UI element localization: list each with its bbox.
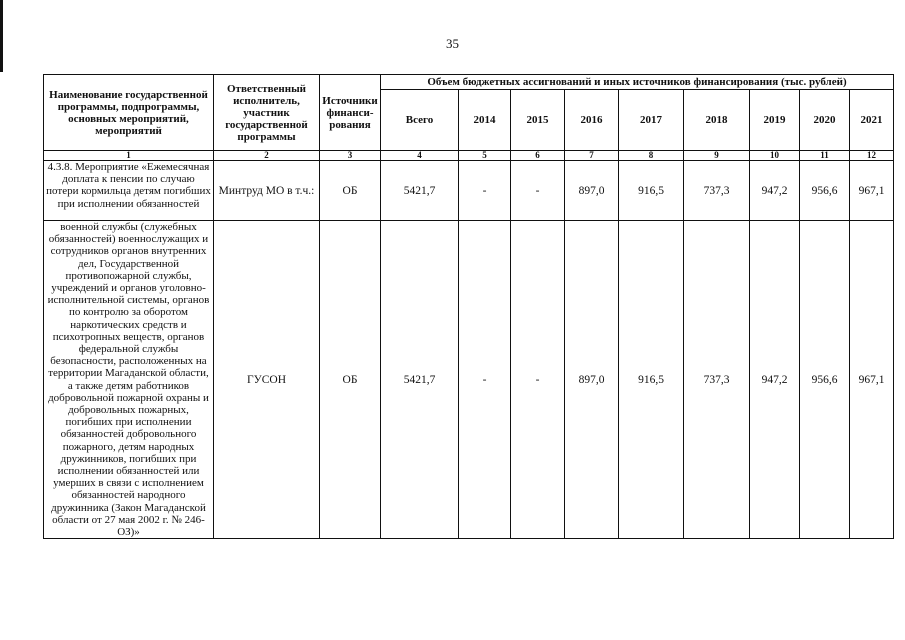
total-cell: 5421,7 [381,161,459,221]
executor-cell: Минтруд МО в т.ч.: [214,161,320,221]
header-year: 2014 [459,90,511,151]
header-volume-group: Объем бюджетных ассигнований и иных источников финансирования (тыс. рублей) [381,75,894,90]
value-cell: 737,3 [684,161,750,221]
value-cell: 737,3 [684,221,750,539]
table-row [44,161,894,221]
total-cell: 5421,7 [381,221,459,539]
activity-description-part1: 4.3.8. Мероприятие «Ежемесячная доплата к пенсии по случаю потери кормильца детям погибших при исполнении обязанностей [44,161,214,221]
value-cell: 916,5 [619,161,684,221]
source-cell: ОБ [320,221,381,539]
page-number: 35 [446,36,459,51]
header-year: 2021 [850,90,894,151]
value-cell: 967,1 [850,161,894,221]
value-cell: 897,0 [565,161,619,221]
column-number: 9 [684,151,750,161]
table-row [44,221,894,539]
executor-cell: ГУСОН [214,221,320,539]
value-cell: - [511,161,565,221]
value-cell: 897,0 [565,221,619,539]
value-cell: 956,6 [800,161,850,221]
header-total: Всего [381,90,459,151]
header-year: 2018 [684,90,750,151]
column-number: 4 [381,151,459,161]
value-cell: - [511,221,565,539]
column-number: 2 [214,151,320,161]
value-cell: - [459,161,511,221]
value-cell: - [459,221,511,539]
header-source: Источники финанси-рования [320,75,381,151]
column-number: 1 [44,151,214,161]
value-cell: 947,2 [750,221,800,539]
value-cell: 956,6 [800,221,850,539]
column-number: 8 [619,151,684,161]
column-number: 5 [459,151,511,161]
column-number: 12 [850,151,894,161]
header-year: 2019 [750,90,800,151]
column-number: 7 [565,151,619,161]
value-cell: 947,2 [750,161,800,221]
activity-description-part2: военной службы (служебных обязанностей) военнослужащих и сотрудников органов внутренних дел, Государственной противопожарной службы, учреждений и органов уголовно-исполнительной системы, органов по контролю за оборотом наркотических средств и психотропных веществ, органов федеральной службы безопасности, расположенных на территории Магаданской области, а также детям работников добровольной пожарной охраны и добровольных пожарных, погибших при исполнении обязанностей добровольного пожарного, детям народных дружинников, погибших при исполнении обязанностей или умерших в связи с исполнением обязанностей народного дружинника (Закон Магаданской области от 27 мая 2002 г. № 246-ОЗ)» [44,221,214,539]
header-name: Наименование государственной программы, подпрограммы, основных мероприятий, мероприятий [44,75,214,151]
value-cell: 916,5 [619,221,684,539]
column-number-row [44,151,894,161]
source-cell: ОБ [320,161,381,221]
column-number: 6 [511,151,565,161]
budget-table [43,74,894,539]
column-number: 10 [750,151,800,161]
column-number: 3 [320,151,381,161]
header-row-1 [44,75,894,90]
header-year: 2020 [800,90,850,151]
column-number: 11 [800,151,850,161]
header-year: 2015 [511,90,565,151]
value-cell: 967,1 [850,221,894,539]
header-year: 2017 [619,90,684,151]
header-executor: Ответственный исполнитель, участник государственной программы [214,75,320,151]
header-year: 2016 [565,90,619,151]
